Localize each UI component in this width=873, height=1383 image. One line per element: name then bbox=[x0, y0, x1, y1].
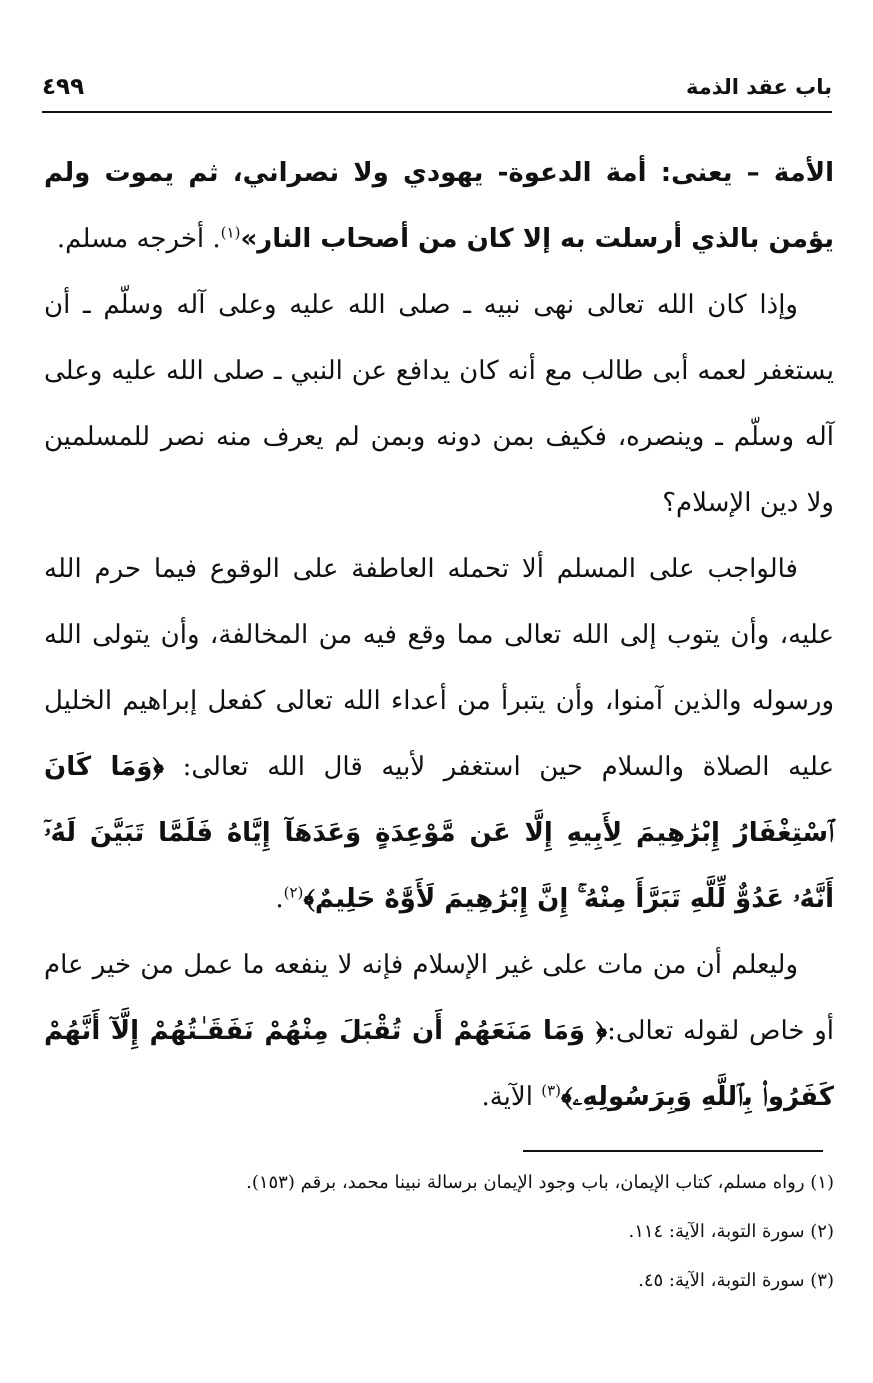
paragraph-1-tail: . أخرجه مسلم. bbox=[56, 224, 221, 254]
paragraph-3-tail: . bbox=[275, 884, 284, 914]
main-text bbox=[44, 140, 834, 1130]
footnote-ref-1: (١) bbox=[220, 223, 241, 242]
header-divider bbox=[42, 111, 832, 113]
footnotes bbox=[44, 1158, 834, 1305]
footnote-3: (٣) سورة التوبة، الآية: ٤٥. bbox=[638, 1270, 834, 1291]
page-number: ٤٩٩ bbox=[42, 74, 85, 100]
paragraph-3-text: فالواجب على المسلم ألا تحمله العاطفة على الوقوع فيما حرم الله عليه، وأن يتوب إلى الله تعالى مما وقع فيه من المخالفة، وأن يتولى الله ورسوله والذين آمنوا، وأن يتبرأ من أعداء الله تعالى كفعل إبراهيم الخليل عليه الصلاة والسلام حين استغفر لأبيه قال الله تعالى: bbox=[44, 554, 834, 782]
quran-verse-1: ﴿وَمَا كَانَ ٱسْتِغْفَارُ إِبْرَٰهِيمَ لِأَبِيهِ إِلَّا عَن مَّوْعِدَةٍ وَعَدَهَآ إِيَّاهُ فَلَمَّا تَبَيَّنَ لَهُۥٓ أَنَّهُۥ عَدُوٌّ لِّلَّهِ تَبَرَّأَ مِنْهُ ۚ إِنَّ إِبْرَٰهِيمَ لَأَوَّٰهٌ حَلِيمٌ﴾ bbox=[44, 752, 834, 914]
footnote-1: (١) رواه مسلم، كتاب الإيمان، باب وجود الإيمان برسالة نبينا محمد، برقم (١٥٣). bbox=[246, 1172, 834, 1193]
footnote-ref-2: (٢) bbox=[283, 883, 304, 902]
quran-verse-2: ﴿ وَمَا مَنَعَهُمْ أَن تُقْبَلَ مِنْهُمْ نَفَقَـٰتُهُمْ إِلَّآ أَنَّهُمْ كَفَرُوا۟ بِٱللَّهِ وَبِرَسُولِهِۦ﴾ bbox=[44, 1016, 834, 1112]
paragraph-4-tail: الآية. bbox=[481, 1082, 542, 1112]
chapter-title: باب عقد الذمة bbox=[685, 75, 832, 99]
paragraph-4 bbox=[44, 932, 834, 1130]
paragraph-4-text: وليعلم أن من مات على غير الإسلام فإنه لا ينفعه ما عمل من خير عام أو خاص لقوله تعالى: bbox=[44, 950, 834, 1046]
paragraph-3 bbox=[44, 536, 834, 932]
footnote-ref-3: (٣) bbox=[541, 1081, 562, 1100]
footnote-2: (٢) سورة التوبة، الآية: ١١٤. bbox=[628, 1221, 834, 1242]
paragraph-2: وإذا كان الله تعالى نهى نبيه ـ صلى الله عليه وعلى آله وسلّم ـ أن يستغفر لعمه أبى طالب مع أنه كان يدافع عن النبي ـ صلى الله عليه وعلى آله وسلّم ـ وينصره، فكيف بمن دونه وبمن لم يعرف منه نصر للمسلمين ولا دين الإسلام؟ bbox=[44, 290, 834, 518]
page-header bbox=[42, 70, 832, 110]
footnote-divider bbox=[523, 1150, 823, 1152]
hadith-quote: الأمة – يعنى: أمة الدعوة- يهودي ولا نصراني، ثم يموت ولم يؤمن بالذي أرسلت به إلا كان من أصحاب النار» bbox=[44, 158, 834, 254]
paragraph-1 bbox=[44, 140, 834, 272]
